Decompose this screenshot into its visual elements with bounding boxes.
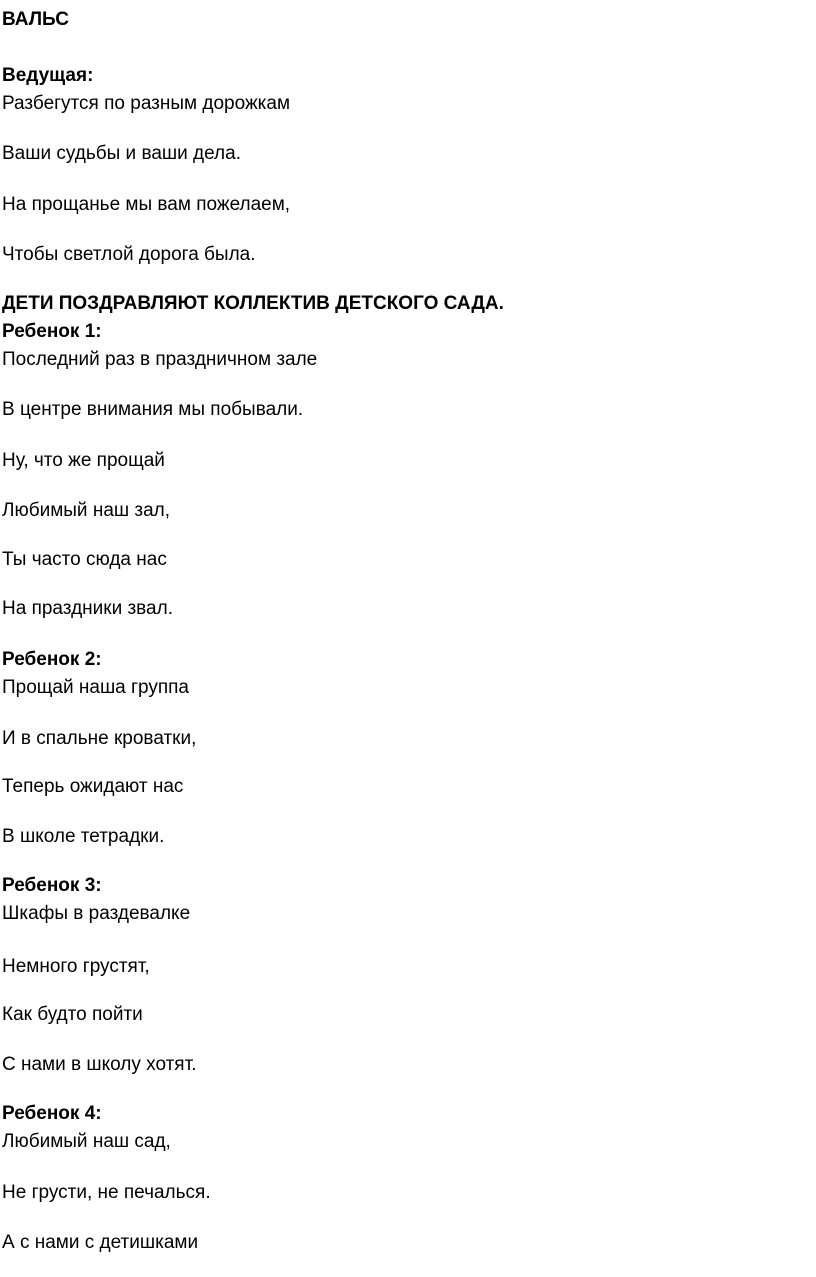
child-line: На праздники звал. [2,598,173,619]
host-label: Ведущая: [2,65,94,86]
host-line: Чтобы светлой дорога была. [2,244,256,265]
child-line: Как будто пойти [2,1004,143,1025]
child-line: В центре внимания мы побывали. [2,399,304,420]
child-line: Немного грустят, [2,956,150,977]
child-label: Ребенок 3: [2,875,102,896]
congrats-heading: ДЕТИ ПОЗДРАВЛЯЮТ КОЛЛЕКТИВ ДЕТСКОГО САДА. [2,293,504,314]
child-line: И в спальне кроватки, [2,728,197,749]
child-line: Любимый наш зал, [2,500,171,521]
child-line: Ну, что же прощай [2,450,165,471]
child-line: А с нами с детишками [2,1232,199,1253]
child-line: Теперь ожидают нас [2,776,184,797]
host-line: Разбегутся по разным дорожкам [2,93,291,114]
host-line: На прощанье мы вам пожелаем, [2,194,291,215]
child-line: Ты часто сюда нас [2,549,167,570]
child-label: Ребенок 2: [2,649,102,670]
child-line: Последний раз в праздничном зале [2,349,318,370]
host-line: Ваши судьбы и ваши дела. [2,143,241,164]
child-line: Шкафы в раздевалке [2,903,191,924]
child-line: В школе тетрадки. [2,826,165,847]
section-title: ВАЛЬС [2,9,69,30]
child-line: С нами в школу хотят. [2,1054,197,1075]
child-line: Любимый наш сад, [2,1131,171,1152]
child-label: Ребенок 4: [2,1103,102,1124]
child-line: Прощай наша группа [2,677,189,698]
child-line: Не грусти, не печалься. [2,1182,211,1203]
child-label: Ребенок 1: [2,321,102,342]
